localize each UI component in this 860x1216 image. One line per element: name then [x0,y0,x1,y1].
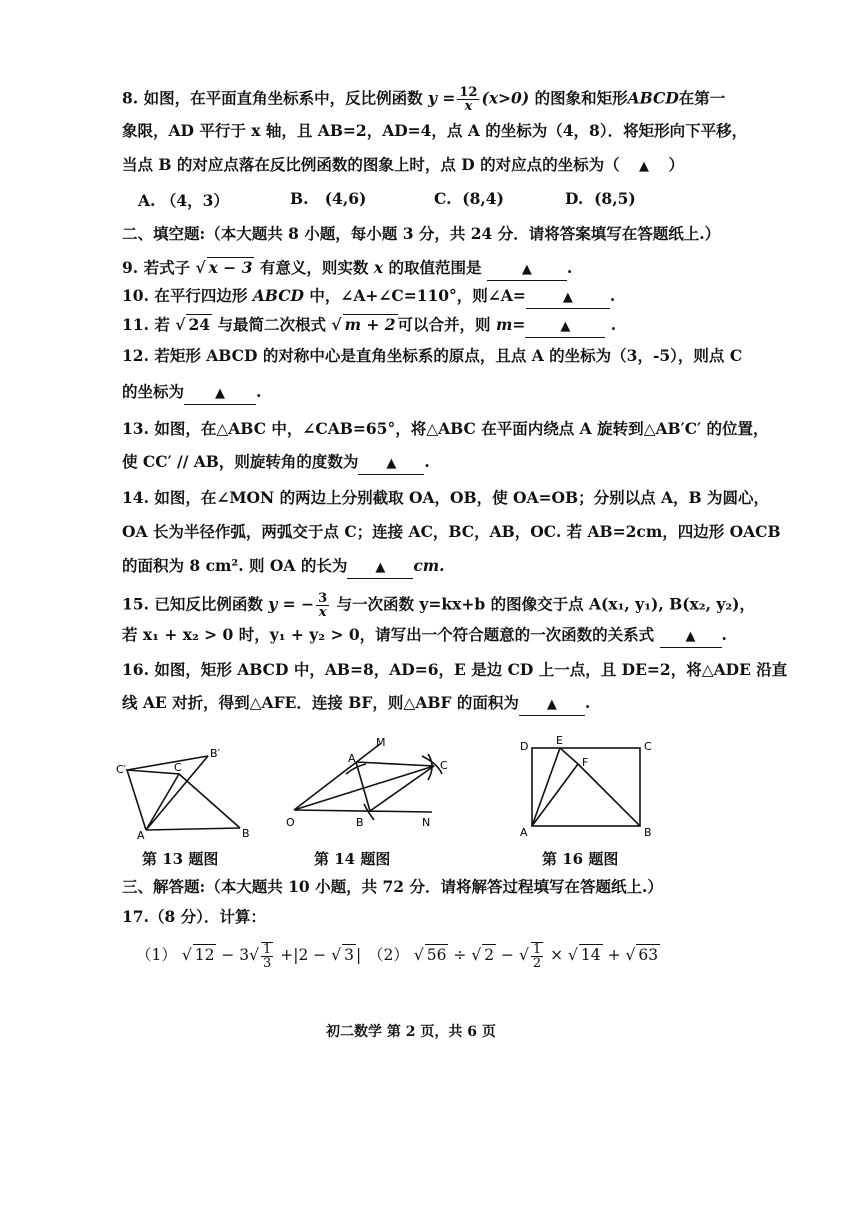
segment-c1-b1 [127,756,208,770]
q16-line2 [122,693,590,716]
q17-p2-fraction [531,942,543,970]
answer-blank [487,258,567,281]
option-label: C. [434,189,452,208]
label-a: A [348,752,356,765]
figure-14-caption: 第 14 题图 [314,850,391,868]
q11-end: . [610,315,617,334]
q11-text-b: 与最简二次根式 [217,315,326,334]
q17-p2-num: 1 [532,942,542,957]
answer-blank [358,452,424,475]
segment-bc [370,766,434,811]
q15-line1 [122,592,755,619]
option-label: D. [565,189,584,208]
q17-p1-radicand-b: 3 [344,946,354,964]
tick-arc-a [346,764,366,774]
label-c: C [644,740,652,753]
q14-text: 的面积为 8 cm². 则 OA 的长为 [122,556,348,575]
option-label: B. [290,189,309,208]
q14-unit: cm. [413,556,445,575]
ray-on [294,810,432,812]
answer-triangle: ▲ [215,386,226,401]
answer-triangle: ▲ [685,629,696,644]
q8-text-3a: 当点 B 的对应点落在反比例函数的图象上时，点 D 的对应点的坐标为（ [122,155,620,174]
q8-func-num: 12 [459,85,478,100]
sqrt-icon [249,946,259,964]
q8-text-3b: ） [668,155,684,174]
label-m: M [376,736,386,749]
q8-func-domain: (x>0) [481,88,530,108]
q12-line1: 12. 若矩形 ABCD 的对称中心是直角坐标系的原点，且点 A 的坐标为（3，-5），则点 C [122,346,743,365]
q17-p2-minus: − [501,946,515,964]
sqrt-icon [626,946,636,964]
answer-blank [526,286,610,309]
q17-p2-radicand-a: 56 [426,946,447,964]
q14-line2: OA 长为半径作弧，两弧交于点 C；连接 AC，BC，AB，OC. 若 AB=2cm，四边形 OACB [122,522,781,541]
q17-title: 17.（8 分）．计算： [122,907,266,926]
q17-p2-radicand-c: 14 [580,946,601,964]
q8-rect: ABCD [627,88,679,108]
answer-triangle: ▲ [546,697,557,712]
label-b: B [356,816,364,829]
q9-var: x [373,258,384,277]
q10 [122,286,615,309]
label-e: E [556,734,563,747]
q17-p2-div: ÷ [453,946,467,964]
option-value: (8,5) [594,189,636,208]
label-o: O [286,816,295,829]
q15-text-b: 与一次函数 y=kx+b 的图像交于点 A(x₁, y₁), B(x₂, y₂)， [336,594,755,614]
q10-text-a: 10. 在平行四边形 [122,286,248,305]
q8-line2: 象限，AD 平行于 x 轴，且 AB=2，AD=4，点 A 的坐标为（4，8）．将矩形向下平移， [122,121,748,140]
q11-eq: = [512,315,526,334]
q17-p1-num: 1 [263,942,272,957]
q9-text-c: 的取值范围是 [388,258,482,277]
q8-text-c: 在第一 [678,88,726,108]
q15-num: 3 [318,591,328,606]
q15-line2 [122,625,727,648]
answer-triangle: ▲ [521,262,532,277]
q14-line3 [122,556,445,579]
sqrt-icon [471,946,481,964]
q11-radicand-1: 24 [188,315,211,334]
q16-line1: 16. 如图，矩形 ABCD 中，AB=8，AD=6，E 是边 CD 上一点，且 DE=2，将△ADE 沿直 [122,660,788,679]
q11-text-a: 11. 若 [122,315,170,334]
sqrt-icon [175,315,185,334]
segment-ae [532,748,560,826]
q17-part2 [368,942,660,970]
q12-text: 的坐标为 [122,382,185,401]
sqrt-icon [195,258,205,277]
q17-p1-abs-a: 2 − [298,946,332,964]
q13-text: 使 CC′ // AB，则旋转角的度数为 [122,452,359,471]
q8-text-a: 8. 如图，在平面直角坐标系中，反比例函数 [122,88,423,108]
sqrt-icon [414,946,424,964]
q15-end: . [721,625,727,644]
section3-heading: 三、解答题:（本大题共 10 小题，共 72 分．请将解答过程填写在答题纸上.） [122,877,663,896]
q16-text: 线 AE 对折，得到△AFE．连接 BF，则△ABF 的面积为 [122,693,519,712]
answer-triangle: ▲ [386,456,397,471]
segment-ac [356,762,434,766]
sqrt-icon [182,946,192,964]
option-value: （4，3） [160,191,229,210]
q17-p1-label: （1） [136,946,177,964]
q15-den: x [318,605,327,620]
option-label: A. [138,191,156,210]
option-value: (4,6) [324,189,367,208]
q17-p1-plus: + [280,946,294,964]
q12-end: . [256,382,262,401]
label-n: N [422,816,431,829]
q10-text-b: 中，∠A+∠C=110°，则∠A= [309,286,526,305]
q13-line1: 13. 如图，在△ABC 中，∠CAB=65°，将△ABC 在平面内绕点 A 旋转到△AB′C′ 的位置， [122,419,769,438]
sqrt-icon [331,315,341,334]
label-a: A [520,826,528,838]
q17-p1-fraction [261,942,273,970]
q8-text-b: 的图象和矩形 [534,88,628,108]
q9-radicand: x − 3 [208,258,253,277]
label-c-prime: C′ [116,763,127,776]
q8-func-den: x [464,99,473,114]
figure-16-caption: 第 16 题图 [542,850,619,868]
q13-line2 [122,452,430,475]
q8-option-b [290,189,366,208]
q16-end: . [584,693,591,712]
q17-p2-radicand-b: 2 [484,946,495,964]
q17-p2-label: （2） [368,946,409,964]
q10-rect: ABCD [252,286,304,305]
q17-p1-radicand-a: 12 [194,946,215,964]
q9-text-b: 有意义，则实数 [259,258,369,277]
q9-text-a: 9. 若式子 [122,258,191,277]
answer-triangle: ▲ [375,560,386,575]
q17-p1-minus: − 3 [221,946,250,964]
sqrt-icon [568,946,578,964]
option-value: (8,4) [462,189,504,208]
q9 [122,257,572,281]
label-d: D [520,740,529,753]
sqrt-icon [519,946,529,964]
answer-blank [525,315,605,338]
answer-blank [660,625,722,648]
segment-c-b [179,774,240,828]
figure-14 [282,734,462,838]
q11 [122,314,616,338]
q8-func-y: y = [428,88,456,108]
label-c: C [440,759,448,772]
q14-line1: 14. 如图，在∠MON 的两边上分别截取 OA，OB，使 OA=OB；分别以点 A，B 为圆心， [122,488,770,507]
segment-af [532,764,578,826]
segment-ef [560,748,578,764]
q17-p1-den: 3 [263,956,272,971]
q8-line1 [122,86,725,113]
answer-triangle: ▲ [562,290,573,305]
q17-p2-den: 2 [532,956,542,971]
answer-blank [519,693,585,716]
q8-option-d [565,189,636,208]
q17-part1: （1） √ 12 − 3√ $\frac{1}{3}$ +|2 − √ 3 | [136,942,361,970]
figure-13-caption: 第 13 题图 [142,850,219,868]
q8-func-fraction [457,86,479,113]
q17-p2-plus: + [607,946,621,964]
q17-p2-times: × [550,946,564,964]
q10-end: . [609,286,616,305]
q11-var: m [495,315,513,334]
q8-option-c [434,189,504,208]
answer-triangle: ▲ [560,319,571,334]
figure-16 [508,734,664,838]
q17-p2-radicand-d: 63 [638,946,659,964]
label-a: A [137,829,145,842]
page-footer: 初二数学 第 2 页，共 6 页 [326,1024,496,1040]
label-c: C [174,761,182,774]
segment-a-b [146,828,240,830]
q15-text-c: 若 x₁ + x₂ > 0 时，y₁ + y₂ > 0，请写出一个符合题意的一次函数的关系式 [122,625,655,644]
q13-end: . [424,452,430,471]
figure-13 [112,742,262,842]
answer-triangle: ▲ [639,159,650,174]
q8-option-a [138,189,229,211]
q15-fraction [316,592,329,619]
label-b-prime: B′ [210,747,221,760]
q11-radicand-2: m + 2 [344,315,396,334]
q15-y: y = − [268,594,315,614]
segment-fb [578,764,640,826]
label-b: B [242,827,250,840]
label-b: B [644,826,652,838]
q12-line2 [122,382,261,405]
q11-text-c: 可以合并，则 [397,315,491,334]
q15-text-a: 15. 已知反比例函数 [122,594,263,614]
section2-heading: 二、填空题:（本大题共 8 小题，每小题 3 分，共 24 分．请将答案填写在答题纸上.） [122,224,721,243]
sqrt-icon [331,946,341,964]
label-f: F [582,756,589,769]
q8-line3 [122,155,684,177]
q9-end: . [566,258,573,277]
answer-blank [184,382,256,405]
answer-blank [347,556,413,579]
